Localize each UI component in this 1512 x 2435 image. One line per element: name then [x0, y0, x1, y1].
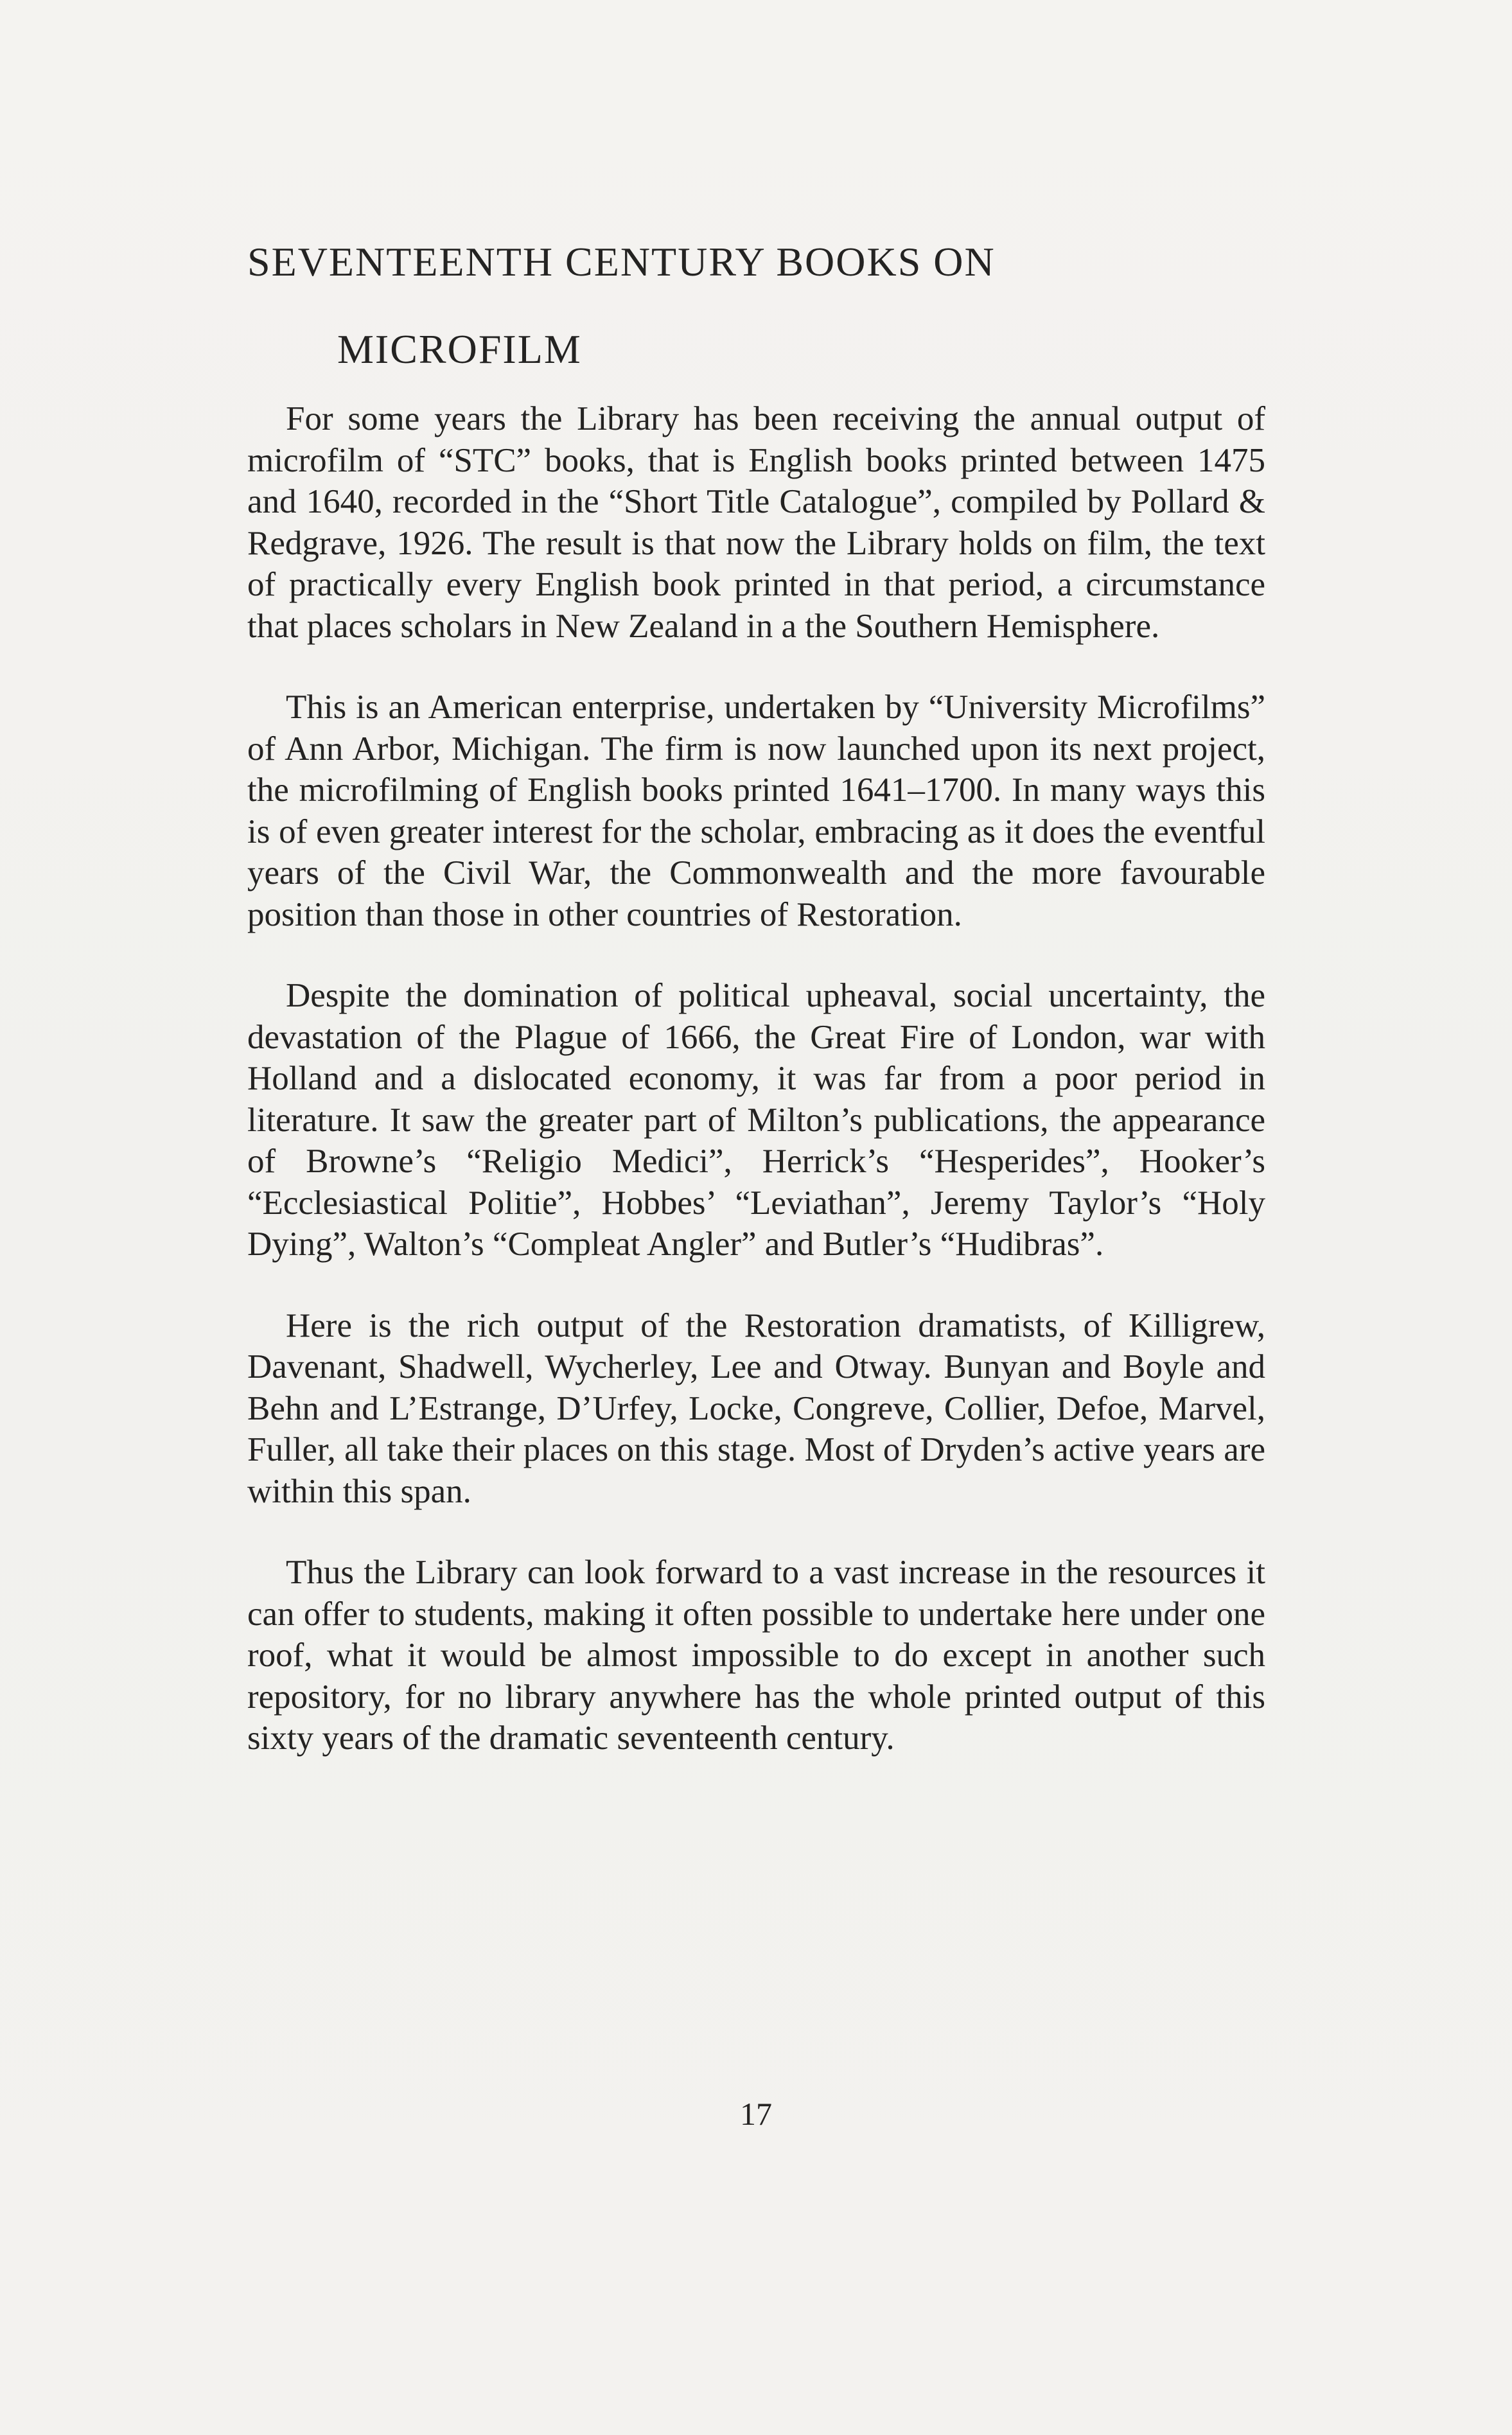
paragraph-1: For some years the Library has been receiving the annual output of microfilm of “STC” books, that is English books printed between 1475 and 1640, recorded in the “Short Title Catalogue”, compiled by Pollard & Redgrave, 1926. The result is that now the Library holds on film, the text of practically every English book printed in that period, a circumstance that places scholars in New Zealand in a the Southern Hemisphere.: [247, 400, 1265, 645]
paragraph-2: This is an American enterprise, undertaken by “University Microfilms” of Ann Arbor, Michigan. The firm is now launched upon its next project, the microfilming of English books printed 1641–1700. In many ways this is of even greater interest for the scholar, embracing as it does the eventful years of the Civil War, the Commonwealth and the more favourable position than those in other countries of Restoration.: [247, 689, 1265, 933]
paragraph-3: Despite the domination of political upheaval, social uncertainty, the devastation of the Plague of 1666, the Great Fire of London, war with Holland and a dislocated economy, it was far from a poor period in literature. It saw the greater part of Milton’s publications, the appearance of Browne’s “Religio Medici”, Herrick’s “Hesperides”, Hooker’s “Ecclesiastical Politie”, Hobbes’ “Leviathan”, Jeremy Taylor’s “Holy Dying”, Walton’s “Compleat Angler” and Butler’s “Hudibras”.: [247, 977, 1265, 1263]
page-number: 17: [740, 2096, 772, 2132]
article-body: [247, 398, 1265, 1799]
paragraph-5: Thus the Library can look forward to a vast increase in the resources it can offer to students, making it often possible to undertake here under one roof, what it would be almost impossible to do except in another such repository, for no library anywhere has the whole printed output of this sixty years of the dramatic seventeenth century.: [247, 1554, 1265, 1757]
title-line-1: SEVENTEENTH CENTURY BOOKS ON: [247, 239, 996, 285]
article-title: [247, 218, 1275, 393]
paragraph-4: Here is the rich output of the Restoration dramatists, of Killigrew, Davenant, Shadwell, Wycherley, Lee and Otway. Bunyan and Boyle and Behn and L’Estrange, D’Urfey, Locke, Congreve, Collier, Defoe, Marvel, Fuller, all take their places on this stage. Most of Dryden’s active years are within this span.: [247, 1306, 1265, 1510]
title-line-2: MICROFILM: [337, 326, 582, 372]
